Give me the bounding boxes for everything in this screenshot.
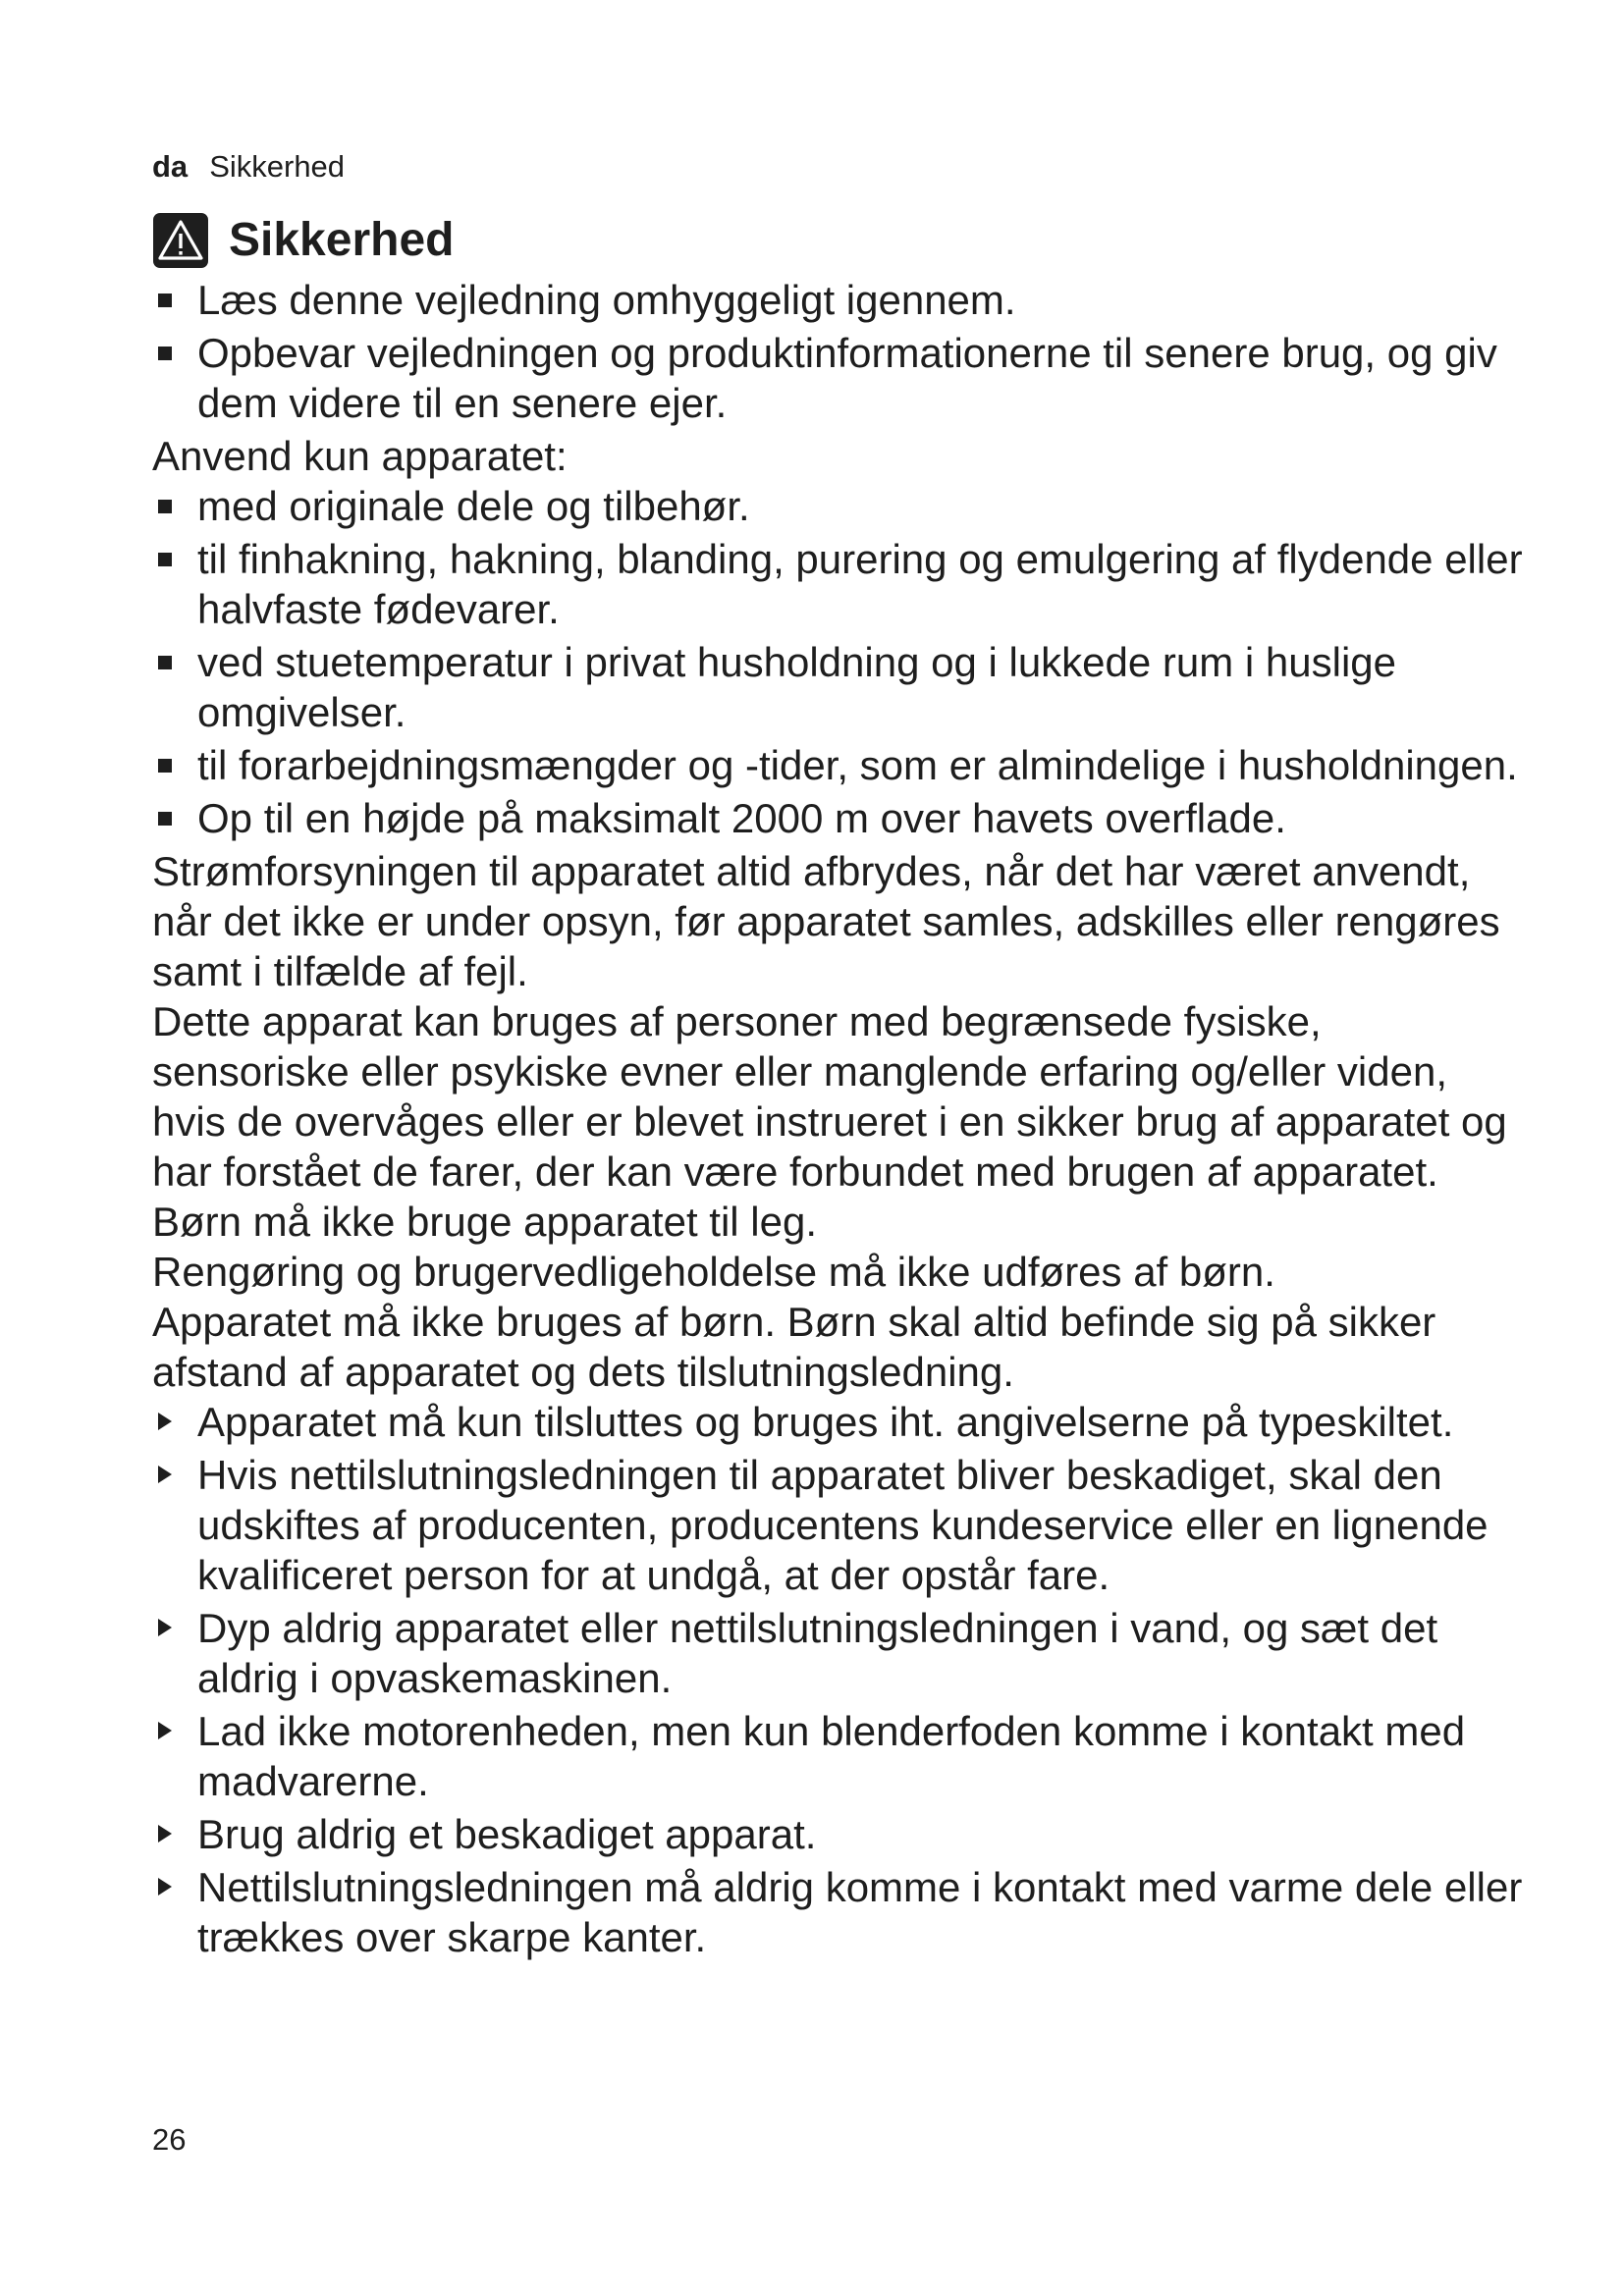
header-section-name: Sikkerhed	[209, 149, 346, 184]
safety-content	[152, 275, 1527, 1962]
arrow-right-icon	[158, 1466, 172, 1483]
paragraph: Børn må ikke bruge apparatet til leg.	[152, 1199, 818, 1245]
page-number: 26	[152, 2122, 187, 2157]
action-text: Dyp aldrig apparatet eller nettilslutningsledningen i vand, og sæt det aldrig i opvaskemaskinen.	[197, 1605, 1438, 1701]
action-text: Brug aldrig et beskadiget apparat.	[197, 1811, 817, 1857]
language-code: da	[152, 149, 189, 184]
arrow-right-icon	[158, 1722, 172, 1739]
action-item	[152, 1603, 1527, 1703]
action-item	[152, 1706, 1527, 1806]
running-header	[152, 147, 1527, 187]
list-item: til forarbejdningsmængder og -tider, som er almindelige i husholdningen.	[152, 740, 1527, 790]
paragraph: Strømforsyningen til apparatet altid afbrydes, når det har været anvendt, når det ikke er under opsyn, før apparatet samles, adskilles eller rengøres samt i tilfælde af fejl.	[152, 848, 1500, 994]
action-item	[152, 1862, 1527, 1962]
action-item	[152, 1809, 1527, 1859]
action-text: Nettilslutningsledningen må aldrig komme i kontakt med varme dele eller trækkes over skarpe kanter.	[197, 1864, 1523, 1960]
list-item: Opbevar vejledningen og produktinformationerne til senere brug, og giv dem videre til en senere ejer.	[152, 328, 1527, 428]
arrow-right-icon	[158, 1825, 172, 1842]
list-item: til finhakning, hakning, blanding, purering og emulgering af flydende eller halvfaste fødevarer.	[152, 534, 1527, 634]
intro-list	[152, 275, 1527, 428]
section-title-text: Sikkerhed	[229, 214, 455, 266]
action-text: Apparatet må kun tilsluttes og bruges iht. angivelserne på typeskiltet.	[197, 1399, 1454, 1445]
arrow-right-icon	[158, 1619, 172, 1636]
paragraph: Dette apparat kan bruges af personer med begrænsede fysiske, sensoriske eller psykiske evner eller manglende erfaring og/eller viden, hvis de overvåges eller er blevet instrueret i en sikker brug af apparatet og har forstået de farer, der kan være forbundet med brugen af apparatet.	[152, 998, 1507, 1195]
action-list	[152, 1397, 1527, 1962]
arrow-right-icon	[158, 1413, 172, 1430]
action-text: Hvis nettilslutningsledningen til apparatet bliver beskadiget, skal den udskiftes af producenten, producentens kundeservice eller en lignende kvalificeret person for at undgå, at der opstår fare.	[197, 1452, 1489, 1598]
paragraph: Rengøring og brugervedligeholdelse må ikke udføres af børn.	[152, 1249, 1275, 1295]
list-item: Læs denne vejledning omhyggeligt igennem.	[152, 275, 1527, 325]
list-item: ved stuetemperatur i privat husholdning og i lukkede rum i huslige omgivelser.	[152, 637, 1527, 737]
action-item	[152, 1397, 1527, 1447]
list-item: med originale dele og tilbehør.	[152, 481, 1527, 531]
section-title	[152, 212, 1527, 269]
use-list	[152, 481, 1527, 843]
action-item	[152, 1450, 1527, 1600]
warning-triangle-icon	[152, 212, 209, 269]
paragraph: Apparatet må ikke bruges af børn. Børn skal altid befinde sig på sikker afstand af apparatet og dets tilslutningsledning.	[152, 1299, 1436, 1395]
list-item: Op til en højde på maksimalt 2000 m over havets overflade.	[152, 793, 1527, 843]
document-page	[152, 147, 1527, 1965]
use-heading: Anvend kun apparatet:	[152, 433, 568, 479]
arrow-right-icon	[158, 1878, 172, 1896]
action-text: Lad ikke motorenheden, men kun blenderfoden komme i kontakt med madvarerne.	[197, 1708, 1466, 1804]
